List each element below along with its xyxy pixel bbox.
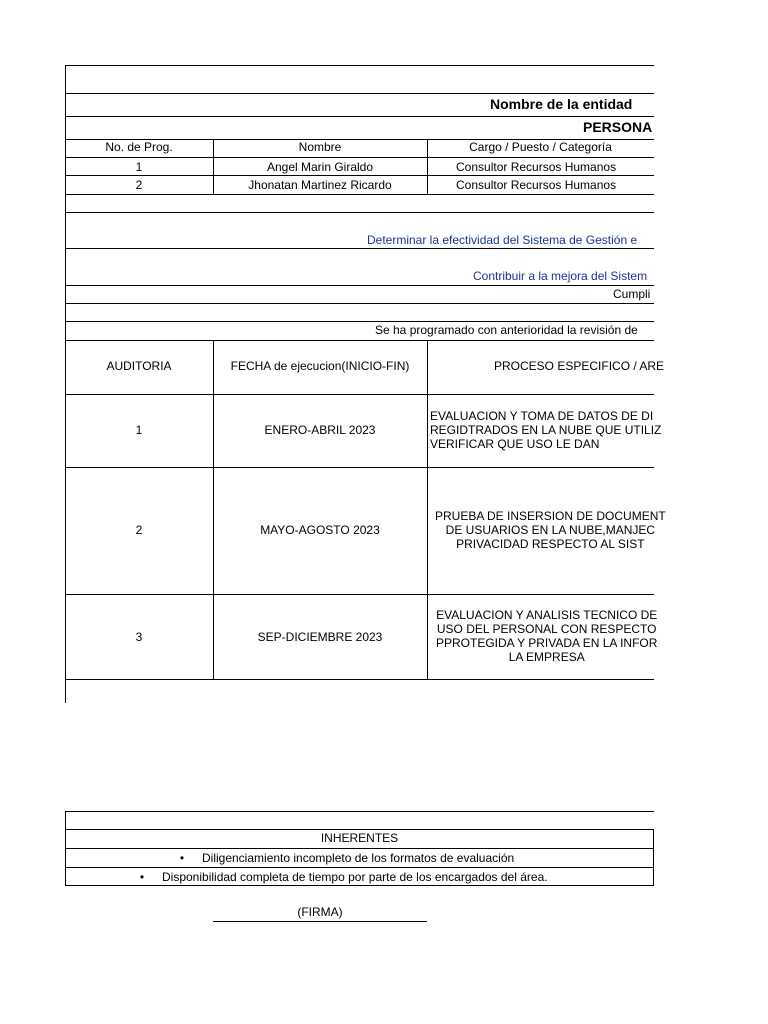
grid-line <box>65 65 654 66</box>
audit-row-process: EVALUACION Y TOMA DE DATOS DE DI REGIDTRADOS EN LA NUBE QUE UTILIZ VERIFICAR QUE USO LE DAN <box>430 409 662 451</box>
audit-row-process: EVALUACION Y ANALISIS TECNICO DE USO DEL PERSONAL CON RESPECTO PPROTEGIDA Y PRIVADA EN LA INFOR LA EMPRESA <box>436 608 658 664</box>
grid-line <box>65 175 654 176</box>
grid-line <box>65 116 654 117</box>
signature-label: (FIRMA) <box>297 905 343 919</box>
staff-col-number: No. de Prog. <box>105 140 173 154</box>
audit-row-process: PRUEBA DE INSERSION DE DOCUMENT DE USUARIOS EN LA NUBE,MANJEC PRIVACIDAD RESPECTO AL SIST <box>435 509 666 551</box>
grid-line <box>65 867 654 868</box>
grid-line <box>65 303 654 304</box>
audit-row-date: SEP-DICIEMBRE 2023 <box>257 630 383 644</box>
grid-line <box>65 811 654 812</box>
grid-line <box>65 194 654 195</box>
personnel-title: PERSONA <box>583 119 653 135</box>
grid-line <box>427 340 428 679</box>
audit-col-date: FECHA de ejecucion(INICIO-FIN) <box>230 359 410 373</box>
staff-row-name: Angel Marin Giraldo <box>266 160 374 174</box>
staff-row-number: 1 <box>135 160 143 174</box>
scheduled-note: Se ha programado con anterioridad la revisión de <box>375 323 638 337</box>
grid-line <box>65 594 654 595</box>
grid-line <box>65 829 654 830</box>
risk-item <box>170 851 514 865</box>
contribution-objective: Contribuir a la mejora del Sistem <box>473 269 648 283</box>
staff-row-number: 2 <box>135 178 143 192</box>
grid-line <box>65 321 654 322</box>
staff-row-position: Consultor Recursos Humanos <box>456 178 617 192</box>
grid-line <box>213 340 214 679</box>
risks-header: INHERENTES <box>320 831 399 845</box>
risk-item-text: Disponibilidad completa de tiempo por parte de los encargados del área. <box>162 870 548 884</box>
grid-line <box>65 885 654 886</box>
grid-line <box>65 679 654 680</box>
grid-line <box>65 467 654 468</box>
grid-line <box>65 394 654 395</box>
general-objective: Determinar la efectividad del Sistema de Gestión e <box>367 233 638 247</box>
bullet-icon: • <box>139 870 145 884</box>
staff-col-position: Cargo / Puesto / Categoría <box>469 140 612 154</box>
staff-row-position: Consultor Recursos Humanos <box>456 160 617 174</box>
grid-line <box>65 212 654 213</box>
entity-name-label: Nombre de la entidad <box>490 96 633 112</box>
audit-row-date: ENERO-ABRIL 2023 <box>264 423 376 437</box>
grid-line <box>65 157 654 158</box>
risk-item <box>130 870 548 884</box>
grid-line <box>65 285 654 286</box>
grid-line <box>65 848 654 849</box>
staff-col-name: Nombre <box>298 140 342 154</box>
audit-col-number: AUDITORIA <box>106 359 172 373</box>
grid-line <box>65 340 654 341</box>
audit-col-process: PROCESO ESPECIFICO / ARE <box>494 359 665 373</box>
audit-row-number: 3 <box>135 630 143 644</box>
audit-row-date: MAYO-AGOSTO 2023 <box>260 523 380 537</box>
grid-line <box>65 811 66 885</box>
grid-line <box>65 248 654 249</box>
grid-line <box>65 93 654 94</box>
audit-row-number: 1 <box>135 423 143 437</box>
risk-item-text: Diligenciamiento incompleto de los formatos de evaluación <box>202 851 515 865</box>
staff-row-name: Jhonatan Martinez Ricardo <box>248 178 392 192</box>
compliance-text: Cumpli <box>613 287 651 301</box>
bullet-icon: • <box>179 851 185 865</box>
audit-row-number: 2 <box>135 523 143 537</box>
signature-line <box>213 921 427 922</box>
